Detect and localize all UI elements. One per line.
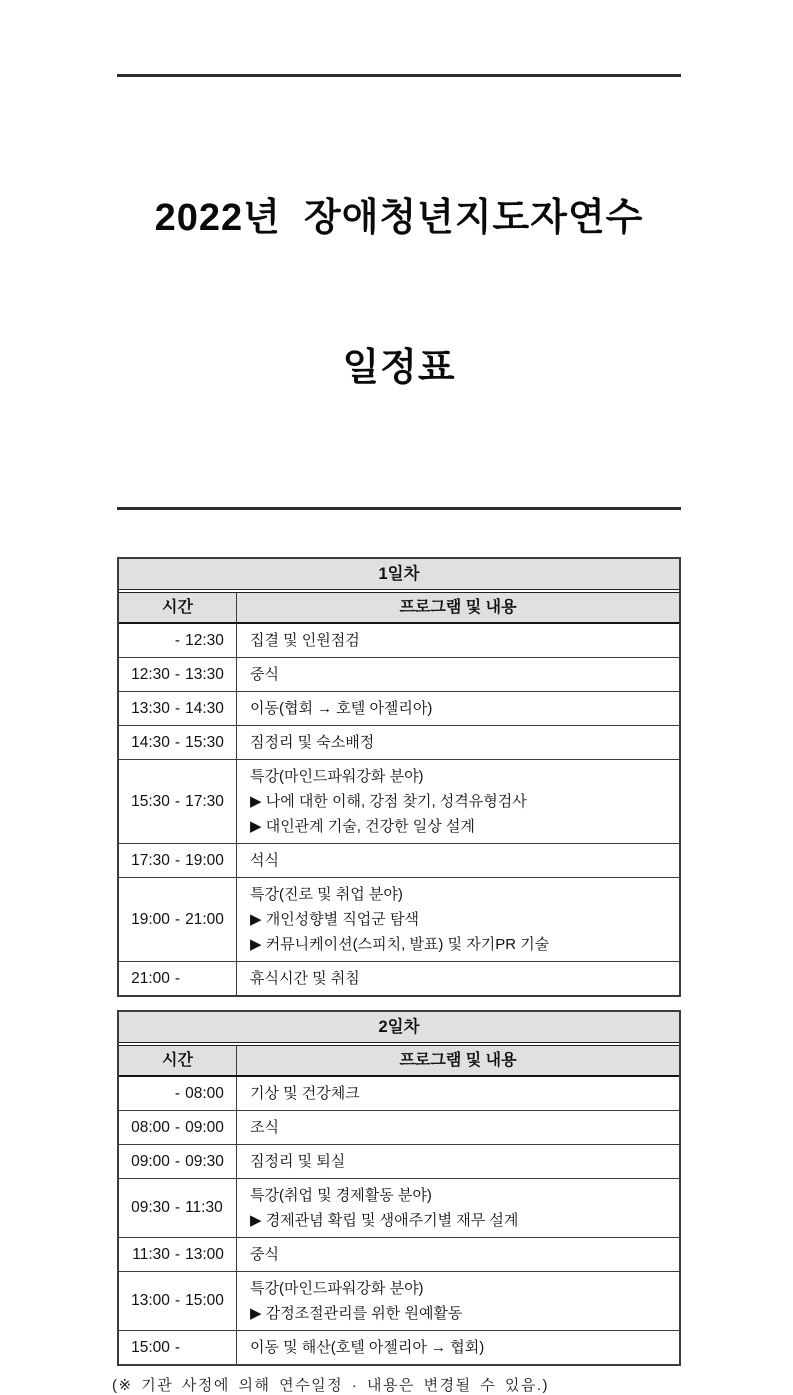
time-separator: -	[174, 969, 181, 987]
time-cell	[119, 1238, 237, 1271]
program-line: 집결 및 인원점검	[250, 632, 360, 649]
program-cell	[237, 1331, 679, 1364]
schedule-table-day2	[117, 1010, 681, 1366]
table-row	[119, 1111, 679, 1145]
table-row	[119, 1179, 679, 1238]
footnote: (※ 기관 사정에 의해 연수일정 · 내용은 변경될 수 있음.)	[112, 1377, 550, 1394]
day2-header: 2일차	[119, 1012, 679, 1043]
time-end: 21:00	[185, 910, 224, 928]
program-line: 짐정리 및 퇴실	[250, 1153, 346, 1170]
time-start: 09:30	[131, 1199, 170, 1216]
time-separator: -	[174, 1152, 181, 1170]
title-block	[117, 74, 681, 510]
program-line: 특강(진로 및 취업 분야)	[250, 886, 403, 903]
time-separator: -	[174, 1292, 181, 1309]
time-cell	[119, 1111, 237, 1144]
time-start: 08:00	[131, 1118, 170, 1136]
table-row	[119, 1077, 679, 1111]
time-separator: -	[174, 699, 181, 717]
time-separator: -	[174, 631, 181, 649]
program-cell	[237, 726, 679, 759]
program-line: 짐정리 및 숙소배정	[250, 734, 375, 751]
time-cell	[119, 878, 237, 961]
time-cell	[119, 624, 237, 657]
table-row	[119, 1238, 679, 1272]
table-row	[119, 658, 679, 692]
program-line: 특강(마인드파워강화 분야)	[250, 768, 424, 785]
program-line: 기상 및 건강체크	[250, 1085, 360, 1102]
time-cell	[119, 1272, 237, 1330]
day2-table-body	[119, 1077, 679, 1364]
day1-column-header-row	[119, 592, 679, 624]
time-cell	[119, 760, 237, 843]
time-separator: -	[174, 1084, 181, 1102]
program-line: ▶ 개인성향별 직업군 탐색	[250, 911, 419, 928]
column-header-program: 프로그램 및 내용	[399, 599, 517, 616]
program-line: ▶ 커뮤니케이션(스피치, 발표) 및 자기PR 기술	[250, 936, 550, 953]
program-line: ▶ 대인관계 기술, 건강한 일상 설계	[250, 818, 475, 835]
program-cell	[237, 1238, 679, 1271]
column-header-time: 시간	[119, 593, 237, 622]
program-line: 특강(마인드파워강화 분야)	[250, 1280, 424, 1297]
program-cell	[237, 1111, 679, 1144]
time-end: 09:00	[185, 1118, 224, 1136]
table-row	[119, 1272, 679, 1331]
title-bottom-rule	[117, 507, 681, 510]
program-line: 이동 및 해산(호텔 아젤리아 → 협회)	[250, 1339, 485, 1356]
table-row	[119, 962, 679, 995]
time-end: 15:00	[185, 1292, 224, 1309]
program-line: 특강(취업 및 경제활동 분야)	[250, 1187, 432, 1204]
program-line: 중식	[250, 666, 279, 683]
time-start: 12:30	[131, 665, 170, 683]
time-cell	[119, 844, 237, 877]
table-row	[119, 878, 679, 962]
program-cell	[237, 1272, 679, 1330]
time-end: 12:30	[185, 631, 224, 649]
program-cell	[237, 624, 679, 657]
time-end: 13:00	[185, 1245, 224, 1263]
time-end: 17:30	[185, 792, 224, 810]
time-end: 19:00	[185, 851, 224, 869]
table-row	[119, 844, 679, 878]
column-header-program: 프로그램 및 내용	[399, 1052, 517, 1069]
time-separator: -	[174, 1199, 181, 1216]
table-row	[119, 692, 679, 726]
time-separator: -	[174, 910, 181, 928]
time-start: 09:00	[131, 1152, 170, 1170]
time-cell	[119, 1077, 237, 1110]
time-cell	[119, 1179, 237, 1237]
time-end: 13:30	[185, 665, 224, 683]
program-cell	[237, 1179, 679, 1237]
table-row	[119, 726, 679, 760]
table-row	[119, 624, 679, 658]
time-separator: -	[174, 1338, 181, 1356]
time-separator: -	[174, 1245, 181, 1263]
time-end: 08:00	[185, 1084, 224, 1102]
schedule-table-day1	[117, 557, 681, 997]
program-line: 이동(협회 → 호텔 아젤리아)	[250, 700, 433, 717]
time-separator: -	[174, 851, 181, 869]
day2-column-header-row	[119, 1045, 679, 1077]
program-cell	[237, 844, 679, 877]
program-cell	[237, 658, 679, 691]
time-separator: -	[174, 665, 181, 683]
program-cell	[237, 962, 679, 995]
time-start: 17:30	[131, 851, 170, 869]
program-line: 중식	[250, 1246, 279, 1263]
day1-table-body	[119, 624, 679, 995]
time-start: 15:00	[131, 1338, 170, 1356]
column-header-time: 시간	[119, 1046, 237, 1075]
time-cell	[119, 962, 237, 995]
day1-header: 1일차	[119, 559, 679, 590]
time-separator: -	[174, 1118, 181, 1136]
table-row	[119, 1145, 679, 1179]
table-row	[119, 760, 679, 844]
time-start: 13:00	[131, 1292, 170, 1309]
time-start: 13:30	[131, 699, 170, 717]
time-separator: -	[174, 792, 181, 810]
time-start: 15:30	[131, 792, 170, 810]
time-start: 21:00	[131, 969, 170, 987]
program-line: ▶ 경제관념 확립 및 생애주기별 재무 설계	[250, 1212, 519, 1229]
program-cell	[237, 878, 679, 961]
title-line-1: 2022년 장애청년지도자연수	[154, 197, 644, 239]
program-cell	[237, 1077, 679, 1110]
program-cell	[237, 760, 679, 843]
time-end: 09:30	[185, 1152, 224, 1170]
time-start: 11:30	[132, 1245, 170, 1263]
program-line: ▶ 나에 대한 이해, 강점 찾기, 성격유형검사	[250, 793, 527, 810]
time-end: 11:30	[185, 1199, 223, 1216]
time-cell	[119, 658, 237, 691]
document-title	[117, 77, 681, 507]
title-line-2: 일정표	[342, 347, 456, 389]
program-line: 조식	[250, 1119, 279, 1136]
time-separator: -	[174, 733, 181, 751]
program-line: ▶ 감정조절관리를 위한 원예활동	[250, 1305, 463, 1322]
table-row	[119, 1331, 679, 1364]
time-start: 14:30	[131, 733, 170, 751]
time-cell	[119, 692, 237, 725]
time-end: 14:30	[185, 699, 224, 717]
time-cell	[119, 1331, 237, 1364]
time-end: 15:30	[185, 733, 224, 751]
program-line: 휴식시간 및 취침	[250, 970, 360, 987]
time-cell	[119, 726, 237, 759]
program-cell	[237, 692, 679, 725]
program-cell	[237, 1145, 679, 1178]
program-line: 석식	[250, 852, 279, 869]
time-start: 19:00	[131, 910, 170, 928]
time-cell	[119, 1145, 237, 1178]
